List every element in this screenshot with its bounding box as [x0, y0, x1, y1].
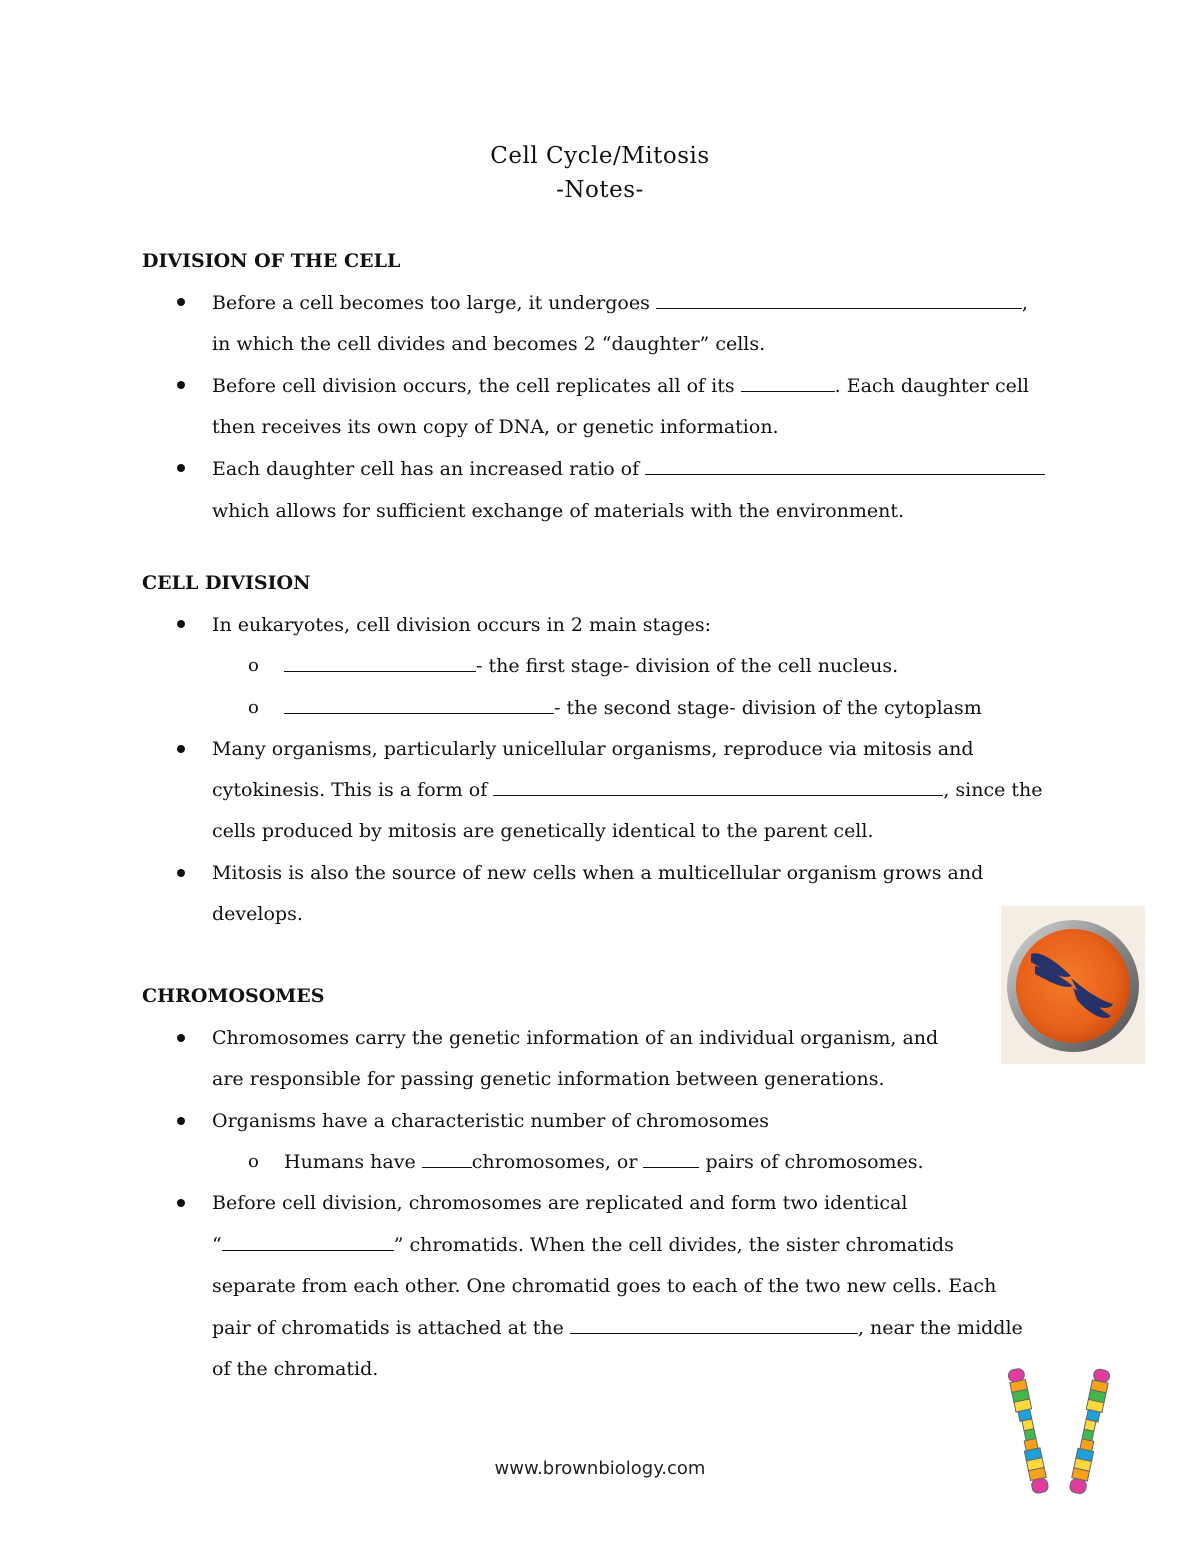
fill-in-blank[interactable] — [643, 1150, 699, 1168]
text-line — [212, 1316, 1023, 1340]
fill-in-blank[interactable] — [645, 457, 1045, 475]
text-line: Organisms have a characteristic number of chromosomes — [212, 1110, 769, 1132]
text-segment: pair of chromatids is attached at the — [212, 1317, 570, 1339]
text-segment: Each daughter cell has an increased ratio of — [212, 458, 646, 480]
bullet-icon — [177, 381, 185, 389]
text-segment: . Each daughter cell — [834, 375, 1030, 397]
text-line: Many organisms, particularly unicellular organisms, reproduce via mitosis and — [212, 738, 974, 760]
text-segment: chromosomes, or — [471, 1151, 644, 1173]
text-segment: Before cell division occurs, the cell replicates all of its — [212, 375, 741, 397]
text-segment: Humans have — [284, 1151, 422, 1173]
text-line: In eukaryotes, cell division occurs in 2 main stages: — [212, 614, 712, 636]
text-line: Before cell division, chromosomes are replicated and form two identical — [212, 1192, 908, 1214]
fill-in-blank[interactable] — [656, 291, 1022, 309]
section-heading-chromosomes: CHROMOSOMES — [142, 985, 325, 1007]
text-line: develops. — [212, 903, 303, 925]
sub-bullet-icon: o — [248, 655, 259, 676]
fill-in-blank[interactable] — [284, 696, 554, 714]
text-line: then receives its own copy of DNA, or genetic information. — [212, 416, 779, 438]
section-heading-division-of-cell: DIVISION OF THE CELL — [142, 250, 401, 272]
fill-in-blank[interactable] — [741, 374, 835, 392]
text-line — [284, 1150, 924, 1174]
bullet-icon — [177, 464, 185, 472]
text-line — [212, 778, 1043, 802]
fill-in-blank[interactable] — [493, 778, 943, 796]
text-segment: , near the middle — [857, 1317, 1023, 1339]
chromosome-under-lens-icon — [1001, 906, 1145, 1064]
bullet-icon — [177, 298, 185, 306]
bullet-icon — [177, 745, 185, 753]
replicated-chromosome-icon — [998, 1362, 1124, 1500]
text-line: are responsible for passing genetic information between generations. — [212, 1068, 885, 1090]
text-line: separate from each other. One chromatid goes to each of the two new cells. Each — [212, 1275, 997, 1297]
fill-in-blank[interactable] — [284, 654, 476, 672]
text-segment: cytokinesis. This is a form of — [212, 779, 494, 801]
text-line — [212, 457, 1045, 481]
bullet-icon — [177, 869, 185, 877]
text-segment: ” chromatids. When the cell divides, the sister chromatids — [393, 1234, 954, 1256]
text-line — [212, 1233, 954, 1257]
fill-in-blank[interactable] — [222, 1233, 394, 1251]
text-line: Mitosis is also the source of new cells when a multicellular organism grows and — [212, 862, 984, 884]
bullet-icon — [177, 1117, 185, 1125]
text-line: in which the cell divides and becomes 2 “daughter” cells. — [212, 333, 766, 355]
text-segment: pairs of chromosomes. — [699, 1151, 924, 1173]
sub-bullet-icon: o — [248, 697, 259, 718]
text-line — [284, 696, 982, 720]
text-segment: , — [1021, 292, 1028, 314]
text-segment: Before a cell becomes too large, it undergoes — [212, 292, 656, 314]
section-heading-cell-division: CELL DIVISION — [142, 572, 311, 594]
sub-bullet-icon: o — [248, 1151, 259, 1172]
text-line: which allows for sufficient exchange of materials with the environment. — [212, 500, 905, 522]
bullet-icon — [177, 620, 185, 628]
text-line: of the chromatid. — [212, 1358, 379, 1380]
text-line: cells produced by mitosis are genetically identical to the parent cell. — [212, 820, 874, 842]
text-segment: “ — [212, 1234, 222, 1256]
fill-in-blank[interactable] — [570, 1316, 858, 1334]
text-segment: - the first stage- division of the cell nucleus. — [476, 655, 899, 677]
fill-in-blank[interactable] — [422, 1150, 472, 1168]
bullet-icon — [177, 1199, 185, 1207]
page-subtitle: -Notes- — [556, 177, 644, 203]
text-line — [212, 374, 1029, 398]
footer-website[interactable]: www.brownbiology.com — [494, 1458, 706, 1479]
text-line — [284, 654, 898, 678]
text-line: Chromosomes carry the genetic information of an individual organism, and — [212, 1027, 939, 1049]
bullet-icon — [177, 1034, 185, 1042]
page-title: Cell Cycle/Mitosis — [490, 143, 710, 169]
text-segment: - the second stage- division of the cytoplasm — [554, 697, 982, 719]
text-line — [212, 291, 1028, 315]
text-segment: , since the — [943, 779, 1043, 801]
